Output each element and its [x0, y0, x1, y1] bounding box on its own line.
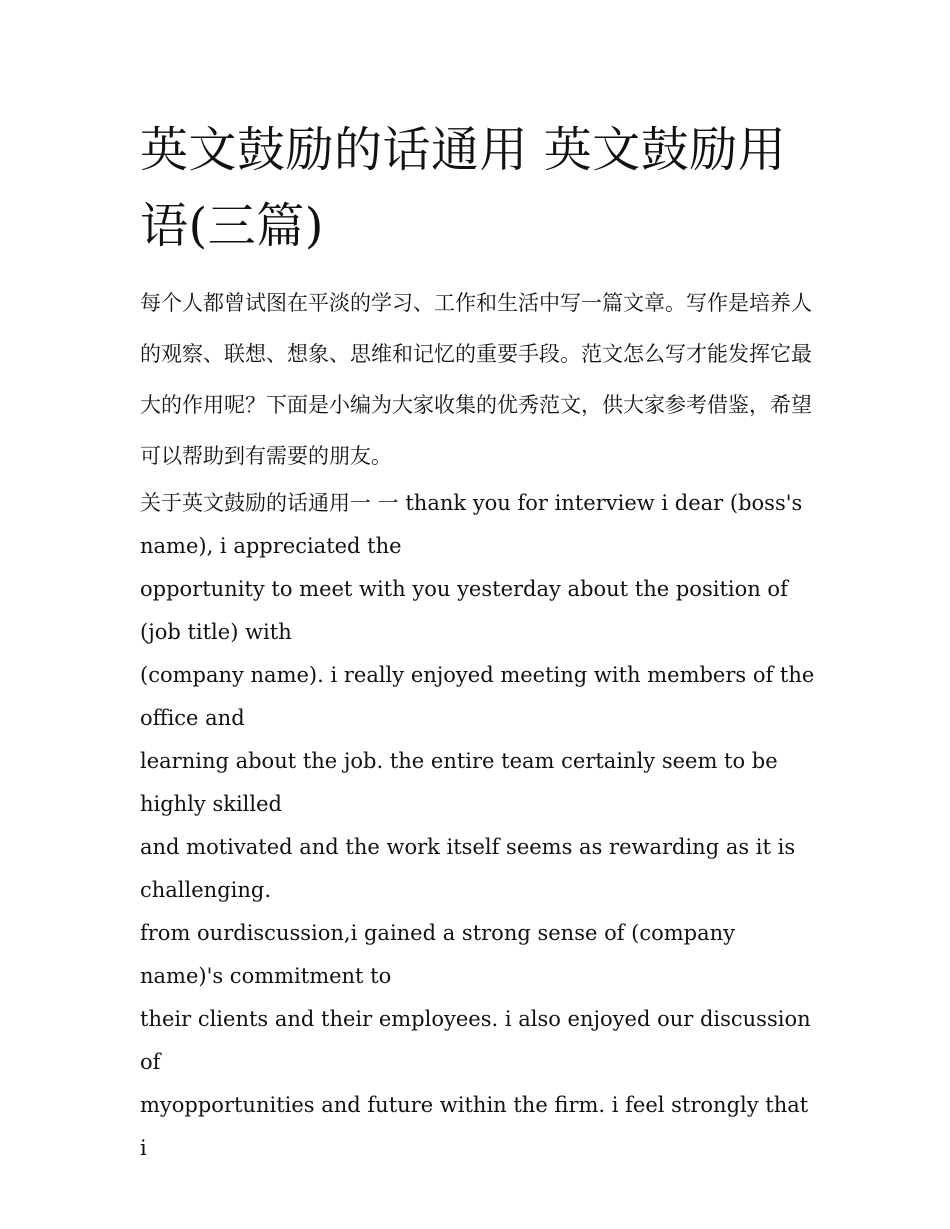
body-line: from ourdiscussion,i gained a strong sense of (company name)'s commitment to: [140, 921, 736, 988]
body-line: and motivated and the work itself seems as rewarding as it is challenging.: [140, 835, 796, 902]
body-line: their clients and their employees. i also enjoyed our discussion of: [140, 1007, 811, 1074]
body-line: 关于英文鼓励的话通用一 一 thank you for interview i dear (boss's name), i appreciated the: [140, 491, 803, 558]
intro-paragraph: 每个人都曾试图在平淡的学习、工作和生活中写一篇文章。写作是培养人的观察、联想、想象、思维和记忆的重要手段。范文怎么写才能发挥它最大的作用呢？下面是小编为大家收集的优秀范文，供大家参考借鉴，希望可以帮助到有需要的朋友。: [140, 291, 812, 468]
document-title: 英文鼓励的话通用 英文鼓励用语(三篇): [140, 122, 787, 254]
body-line: learning about the job. the entire team certainly seem to be highly skilled: [140, 749, 778, 816]
document-page: [140, 112, 820, 1170]
letter-body: [140, 482, 820, 1170]
body-line: opportunity to meet with you yesterday about the position of (job title) with: [140, 577, 788, 644]
body-line: (company name). i really enjoyed meeting with members of the office and: [140, 663, 815, 730]
body-line: myopportunities and future within the firm. i feel strongly that i: [140, 1093, 809, 1160]
